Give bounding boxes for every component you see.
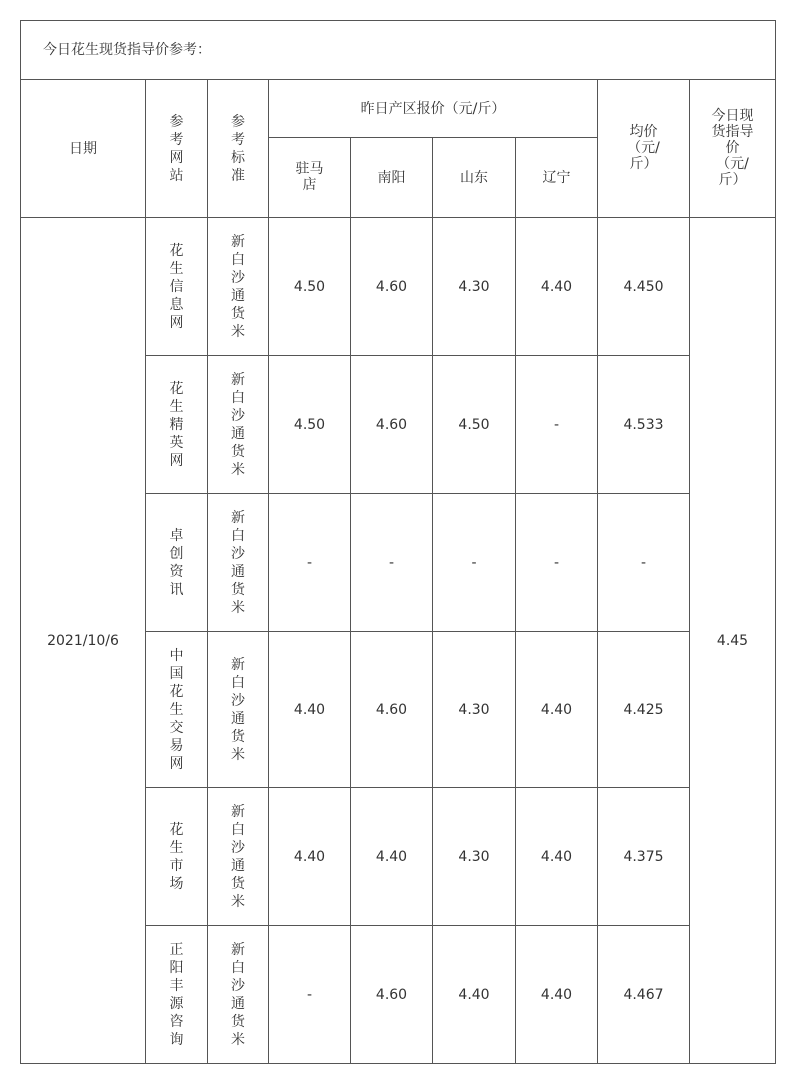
avg-price: -: [598, 494, 690, 632]
price-liaoning: -: [516, 356, 598, 494]
site-cell: 卓创资讯: [146, 494, 208, 632]
standard-cell: 新白沙通货米: [208, 494, 269, 632]
price-liaoning: 4.40: [516, 632, 598, 788]
price-zhumadian: 4.50: [269, 218, 351, 356]
price-shandong: 4.30: [433, 218, 516, 356]
header-region-zhumadian: 驻马店: [269, 138, 351, 218]
header-date: 日期: [21, 80, 146, 218]
price-nanyang: 4.60: [351, 356, 433, 494]
header-today-guide: 今日现货指导价（元/斤）: [690, 80, 776, 218]
avg-price: 4.375: [598, 788, 690, 926]
price-nanyang: 4.60: [351, 218, 433, 356]
header-standard: 参考标准: [208, 80, 269, 218]
header-quote-group: 昨日产区报价（元/斤）: [269, 80, 598, 138]
price-liaoning: 4.40: [516, 926, 598, 1064]
price-reference-document: [20, 20, 775, 1064]
price-shandong: 4.30: [433, 788, 516, 926]
avg-price: 4.450: [598, 218, 690, 356]
site-cell: 花生精英网: [146, 356, 208, 494]
price-nanyang: 4.60: [351, 632, 433, 788]
site-cell: 花生信息网: [146, 218, 208, 356]
date-cell: 2021/10/6: [21, 218, 146, 1064]
price-liaoning: 4.40: [516, 788, 598, 926]
price-nanyang: -: [351, 494, 433, 632]
header-row-1: [21, 80, 776, 138]
standard-cell: 新白沙通货米: [208, 218, 269, 356]
site-cell: 正阳丰源咨询: [146, 926, 208, 1064]
standard-cell: 新白沙通货米: [208, 926, 269, 1064]
table-row: [21, 218, 776, 356]
header-region-liaoning: 辽宁: [516, 138, 598, 218]
standard-cell: 新白沙通货米: [208, 788, 269, 926]
title-row: [21, 21, 776, 80]
price-liaoning: -: [516, 494, 598, 632]
standard-cell: 新白沙通货米: [208, 356, 269, 494]
price-table: [20, 20, 776, 1064]
header-avg: 均价（元/斤）: [598, 80, 690, 218]
price-zhumadian: 4.40: [269, 788, 351, 926]
header-region-shandong: 山东: [433, 138, 516, 218]
avg-price: 4.425: [598, 632, 690, 788]
table-title: 今日花生现货指导价参考：: [21, 21, 776, 80]
header-site: 参考网站: [146, 80, 208, 218]
site-cell: 中国花生交易网: [146, 632, 208, 788]
price-zhumadian: -: [269, 926, 351, 1064]
price-shandong: 4.50: [433, 356, 516, 494]
price-shandong: 4.40: [433, 926, 516, 1064]
header-region-nanyang: 南阳: [351, 138, 433, 218]
site-cell: 花生市场: [146, 788, 208, 926]
price-shandong: -: [433, 494, 516, 632]
standard-cell: 新白沙通货米: [208, 632, 269, 788]
price-liaoning: 4.40: [516, 218, 598, 356]
price-nanyang: 4.40: [351, 788, 433, 926]
price-zhumadian: -: [269, 494, 351, 632]
today-guide-price: 4.45: [690, 218, 776, 1064]
price-zhumadian: 4.40: [269, 632, 351, 788]
price-shandong: 4.30: [433, 632, 516, 788]
price-zhumadian: 4.50: [269, 356, 351, 494]
price-nanyang: 4.60: [351, 926, 433, 1064]
avg-price: 4.533: [598, 356, 690, 494]
avg-price: 4.467: [598, 926, 690, 1064]
